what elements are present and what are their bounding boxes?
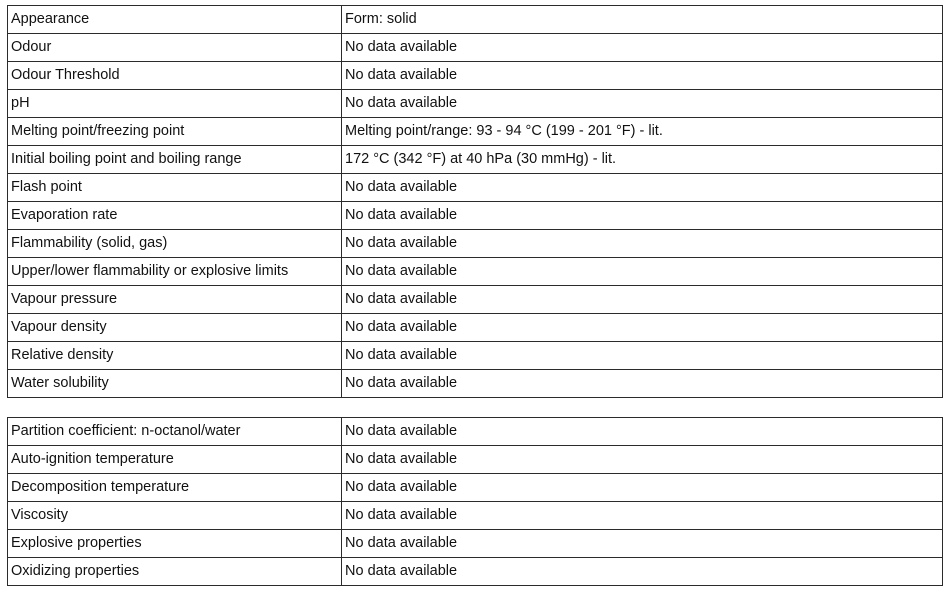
property-value: No data available <box>342 418 943 446</box>
table-row <box>8 342 943 370</box>
property-value: No data available <box>342 230 943 258</box>
table-row <box>8 370 943 398</box>
property-name: pH <box>8 90 342 118</box>
table-row <box>8 230 943 258</box>
table-row <box>8 502 943 530</box>
table-row <box>8 34 943 62</box>
properties-table-1 <box>7 5 943 398</box>
property-name: Oxidizing properties <box>8 558 342 586</box>
property-name: Melting point/freezing point <box>8 118 342 146</box>
property-name: Initial boiling point and boiling range <box>8 146 342 174</box>
property-name: Decomposition temperature <box>8 474 342 502</box>
property-name: Upper/lower flammability or explosive limits <box>8 258 342 286</box>
table-row <box>8 474 943 502</box>
property-value: Form: solid <box>342 6 943 34</box>
property-name: Odour Threshold <box>8 62 342 90</box>
property-name: Appearance <box>8 6 342 34</box>
property-name: Vapour pressure <box>8 286 342 314</box>
table-row <box>8 202 943 230</box>
property-value: No data available <box>342 530 943 558</box>
table-row <box>8 90 943 118</box>
property-value: No data available <box>342 174 943 202</box>
property-value: No data available <box>342 90 943 118</box>
property-value: No data available <box>342 342 943 370</box>
table-row <box>8 174 943 202</box>
property-value: No data available <box>342 286 943 314</box>
table-row <box>8 286 943 314</box>
property-name: Odour <box>8 34 342 62</box>
property-value: No data available <box>342 370 943 398</box>
property-name: Auto-ignition temperature <box>8 446 342 474</box>
property-name: Viscosity <box>8 502 342 530</box>
property-value: No data available <box>342 34 943 62</box>
property-value: No data available <box>342 62 943 90</box>
property-value: No data available <box>342 258 943 286</box>
table-row <box>8 118 943 146</box>
property-value: No data available <box>342 558 943 586</box>
property-name: Flash point <box>8 174 342 202</box>
table-row <box>8 314 943 342</box>
property-value: No data available <box>342 446 943 474</box>
property-name: Flammability (solid, gas) <box>8 230 342 258</box>
property-name: Relative density <box>8 342 342 370</box>
table-row <box>8 146 943 174</box>
property-value: No data available <box>342 314 943 342</box>
property-value: No data available <box>342 202 943 230</box>
table-row <box>8 6 943 34</box>
property-name: Vapour density <box>8 314 342 342</box>
property-name: Water solubility <box>8 370 342 398</box>
property-name: Partition coefficient: n-octanol/water <box>8 418 342 446</box>
property-value: No data available <box>342 474 943 502</box>
table-row <box>8 62 943 90</box>
table-row <box>8 258 943 286</box>
table-row <box>8 446 943 474</box>
table-row <box>8 530 943 558</box>
property-name: Evaporation rate <box>8 202 342 230</box>
properties-table-2 <box>7 417 943 586</box>
property-name: Explosive properties <box>8 530 342 558</box>
table-row <box>8 418 943 446</box>
property-value: 172 °C (342 °F) at 40 hPa (30 mmHg) - lit. <box>342 146 943 174</box>
property-value: Melting point/range: 93 - 94 °C (199 - 201 °F) - lit. <box>342 118 943 146</box>
property-value: No data available <box>342 502 943 530</box>
table-row <box>8 558 943 586</box>
